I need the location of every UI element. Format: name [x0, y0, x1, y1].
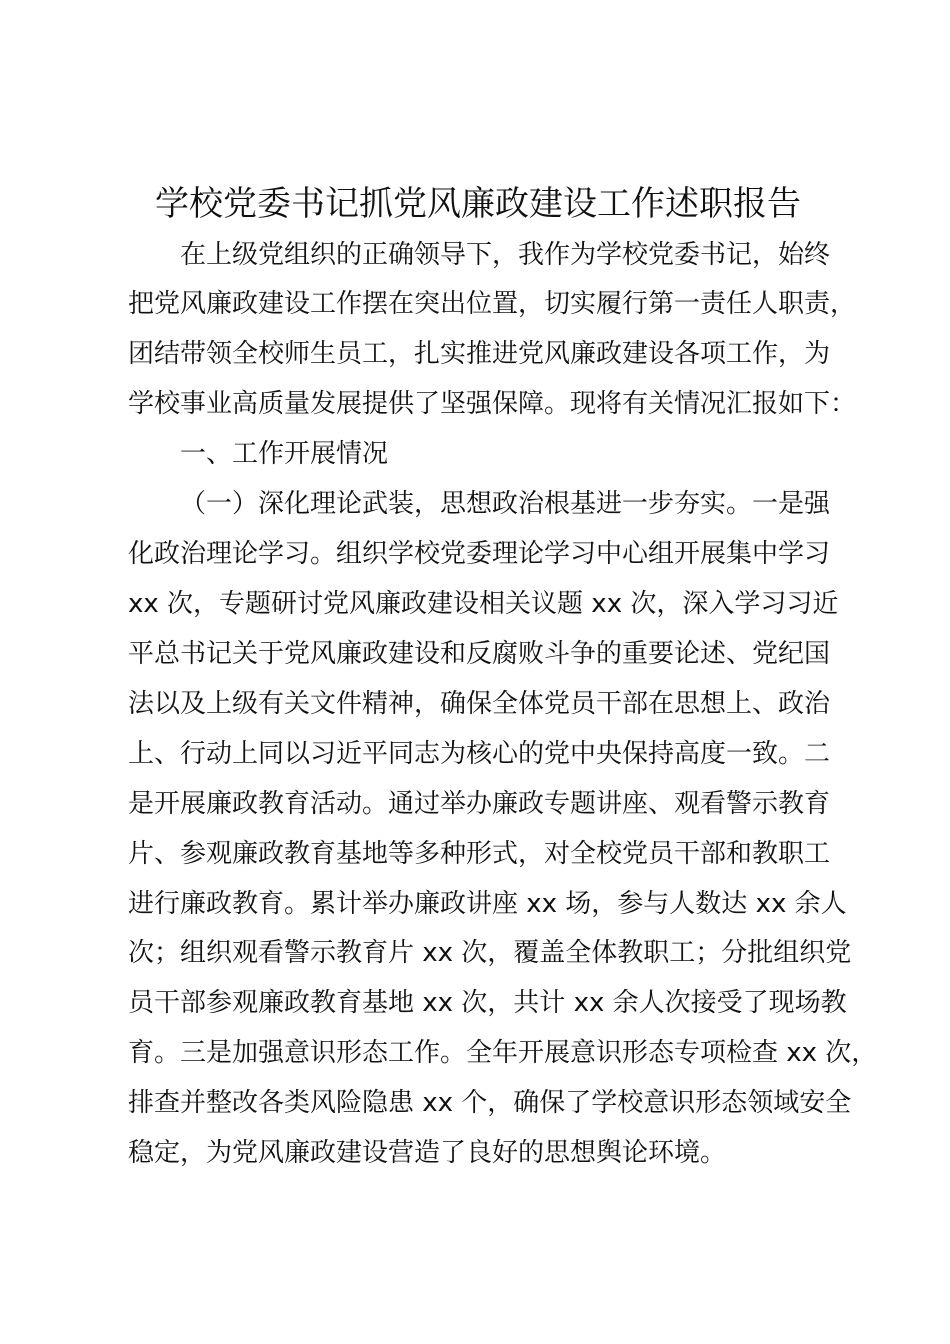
- paragraph-line: 团结带领全校师生员工，扎实推进党风廉政建设各项工作，为: [128, 339, 831, 369]
- paragraph-line: 在上级党组织的正确领导下，我作为学校党委书记，始终: [180, 240, 831, 270]
- paragraph-line: 片、参观廉政教育基地等多种形式，对全校党员干部和教职工: [128, 839, 831, 869]
- paragraph-line: 平总书记关于党风廉政建设和反腐败斗争的重要论述、党纪国: [128, 639, 831, 669]
- paragraph-line: 进行廉政教育。累计举办廉政讲座 xx 场，参与人数达 xx 余人: [128, 889, 847, 919]
- paragraph-line: 育。三是加强意识形态工作。全年开展意识形态专项检查 xx 次，: [128, 1038, 878, 1068]
- paragraph-line: 把党风廉政建设工作摆在突出位置，切实履行第一责任人职责，: [128, 289, 857, 319]
- document-title: 学校党委书记抓党风廉政建设工作述职报告: [155, 184, 801, 224]
- paragraph-line: xx 次，专题研讨党风廉政建设相关议题 xx 次，深入学习习近: [128, 589, 839, 619]
- paragraph-line: 化政治理论学习。组织学校党委理论学习中心组开展集中学习: [128, 539, 831, 569]
- paragraph-line: （一）深化理论武装，思想政治根基进一步夯实。一是强: [180, 489, 831, 519]
- paragraph-line: 学校事业高质量发展提供了坚强保障。现将有关情况汇报如下：: [128, 389, 857, 419]
- paragraph-line: 法以及上级有关文件精神，确保全体党员干部在思想上、政治: [128, 689, 831, 719]
- section-heading: 一、工作开展情况: [180, 439, 389, 469]
- paragraph-line: 排查并整改各类风险隐患 xx 个，确保了学校意识形态领域安全: [128, 1088, 852, 1118]
- paragraph-line: 是开展廉政教育活动。通过举办廉政专题讲座、观看警示教育: [128, 789, 831, 819]
- paragraph-line: 次；组织观看警示教育片 xx 次，覆盖全体教职工；分批组织党: [128, 938, 852, 968]
- paragraph-line: 稳定，为党风廉政建设营造了良好的思想舆论环境。: [128, 1138, 727, 1168]
- paragraph-line: 员干部参观廉政教育基地 xx 次，共计 xx 余人次接受了现场教: [128, 988, 847, 1018]
- paragraph-line: 上、行动上同以习近平同志为核心的党中央保持高度一致。二: [128, 739, 831, 769]
